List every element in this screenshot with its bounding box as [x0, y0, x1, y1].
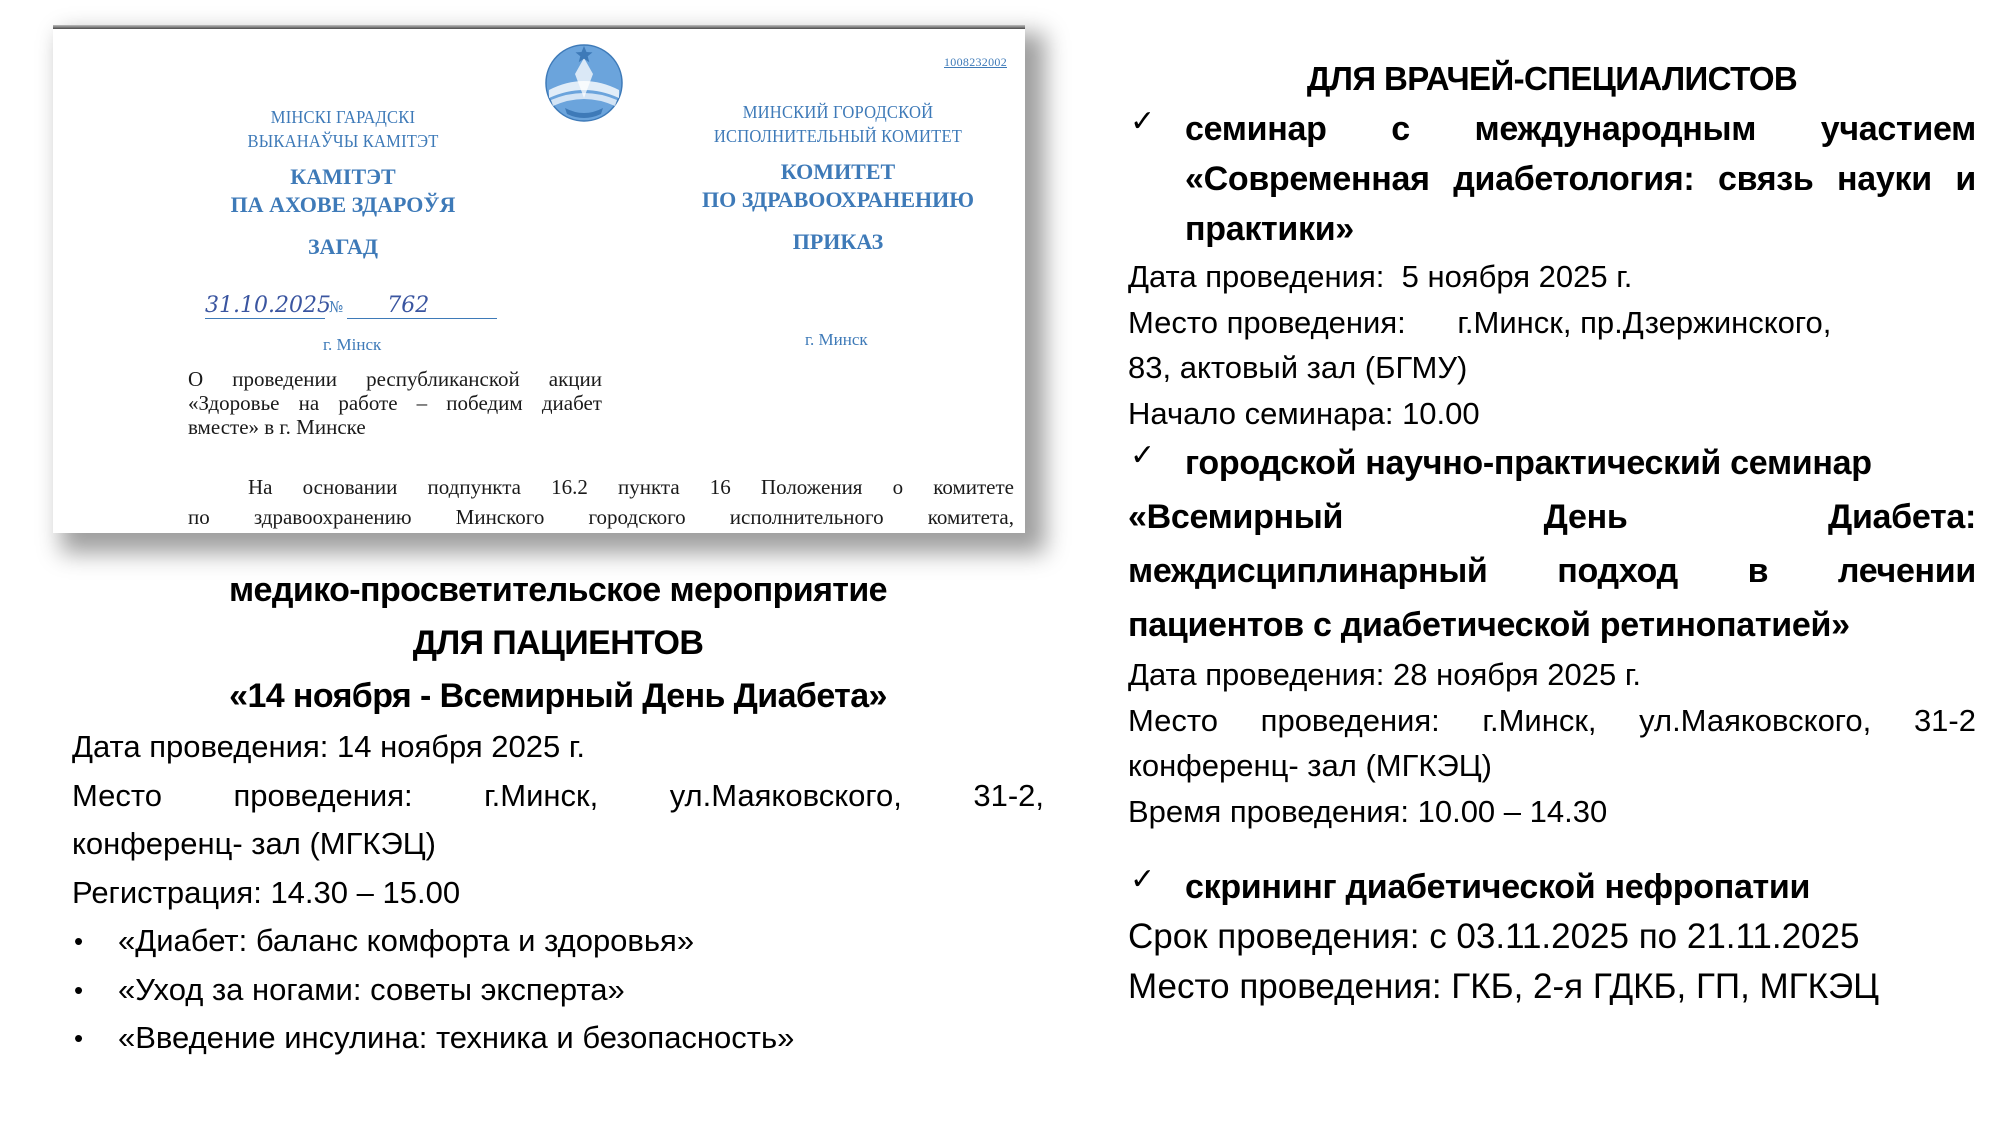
event-time: Время проведения: 10.00 – 14.30 [1128, 793, 1608, 829]
letterhead-line: МИНСКИЙ ГОРОДСКОЙ [742, 102, 934, 122]
event-item [1128, 104, 1976, 254]
topic-text: «Диабет: баланс комфорта и здоровья» [118, 923, 695, 958]
event-date: Дата проведения: 28 ноября 2025 г. [1128, 657, 1641, 692]
event-place-cont: 83, актовый зал (БГМУ) [1128, 350, 1468, 385]
committee-name: КОМИТЕТ [780, 159, 896, 184]
topic-text: «Уход за ногами: советы эксперта» [118, 971, 625, 1007]
event-title [1128, 436, 1976, 652]
specialists-heading: ДЛЯ ВРАЧЕЙ-СПЕЦИАЛИСТОВ [1306, 60, 1798, 97]
letterhead-belarusian [193, 105, 493, 261]
letterhead-line: ИСПОЛНИТЕЛЬНЫЙ КОМИТЕТ [713, 126, 963, 146]
event-item [1128, 862, 1976, 912]
heading-line: медико-просветительское мероприятие [229, 571, 887, 609]
event-date: Дата проведения: 14 ноября 2025 г. [72, 729, 585, 764]
title-line: «Всемирный День Диабета: [1128, 498, 1976, 536]
order-date-number [205, 293, 505, 319]
event-place: Место проведения: г.Минск, ул.Маяковского, 31-2, [72, 777, 1044, 813]
city-belarusian: г. Мінск [323, 335, 382, 354]
committee-name: ПО ЗДРАВООХРАНЕНИЮ [701, 187, 974, 212]
number-sign: № [329, 298, 344, 316]
event-title: «14 ноября - Всемирный День Диабета» [229, 677, 887, 715]
event-place: Место проведения: ГКБ, 2-я ГДКБ, ГП, МГКЭЦ [1128, 967, 1880, 1006]
state-emblem-icon [541, 38, 627, 124]
document-code: 1008232002 [944, 55, 1007, 69]
checkmark-icon: ✓ [1130, 105, 1156, 138]
event-date: Дата проведения: 5 ноября 2025 г. [1128, 259, 1633, 294]
event-title: семинар с международным участием «Современная диабетология: связь науки и практики» [1185, 110, 1976, 248]
event-title: скрининг диабетической нефропатии [1185, 868, 1811, 906]
event-registration: Регистрация: 14.30 – 15.00 [72, 874, 461, 910]
patients-heading [72, 564, 1044, 723]
event-place: Место проведения: г.Минск, пр.Дзержинского, [1128, 304, 1832, 340]
committee-name: ПА АХОВЕ ЗДАРОЎЯ [230, 192, 456, 217]
topics-list [72, 917, 1044, 1063]
handwritten-date: 31.10.2025 [205, 293, 331, 318]
letterhead-line: ВЫКАНАЎЧЫ КАМІТЭТ [247, 131, 439, 151]
handwritten-number: 762 [347, 293, 497, 319]
order-basis-text [188, 472, 1014, 532]
event-place-cont: конференц- зал (МГКЭЦ) [1128, 748, 1492, 783]
bullet-icon: • [74, 926, 84, 956]
bullet-icon: • [74, 974, 84, 1005]
checkmark-icon: ✓ [1130, 439, 1156, 472]
event-item [1128, 436, 1976, 652]
title-line: междисциплинарный подход в лечении [1128, 552, 1976, 590]
event-place: Место проведения: г.Минск, ул.Маяковского, 31-2 [1128, 702, 1976, 738]
basis-line: по здравоохранению Минского городского исполнительного комитета, [188, 505, 1014, 529]
document-top-border [53, 25, 1025, 29]
title-line: пациентов с диабетической ретинопатией» [1128, 606, 1850, 644]
title-line: городской научно-практический семинар [1185, 444, 1872, 482]
bullet-icon: • [74, 1023, 84, 1053]
topic-text: «Введение инсулина: техника и безопасность» [118, 1020, 795, 1055]
basis-line: На основании подпункта 16.2 пункта 16 Положения о комитете [248, 475, 1014, 499]
order-subject: О проведении республиканской акции «Здоровье на работе – победим диабет вместе» в г. Минске [188, 367, 602, 439]
heading-line: ДЛЯ ПАЦИЕНТОВ [412, 624, 704, 662]
city-russian: г. Минск [805, 330, 868, 349]
list-item [72, 917, 1044, 966]
committee-name: КАМІТЭТ [290, 164, 396, 189]
list-item [72, 1014, 1044, 1063]
document-type: ПРИКАЗ [792, 229, 884, 254]
letterhead-russian [678, 100, 998, 256]
checkmark-icon: ✓ [1130, 863, 1156, 896]
event-place-cont: конференц- зал (МГКЭЦ) [72, 826, 436, 861]
list-item [72, 966, 1044, 1015]
specialists-section [1128, 54, 1976, 1012]
order-document-image [53, 25, 1025, 533]
letterhead-line: МІНСКІ ГАРАДСКІ [270, 107, 416, 127]
event-time: Начало семинара: 10.00 [1128, 395, 1480, 431]
document-type: ЗАГАД [307, 234, 379, 259]
event-period: Срок проведения: с 03.11.2025 по 21.11.2025 [1128, 917, 1860, 956]
patients-section [72, 564, 1044, 1063]
